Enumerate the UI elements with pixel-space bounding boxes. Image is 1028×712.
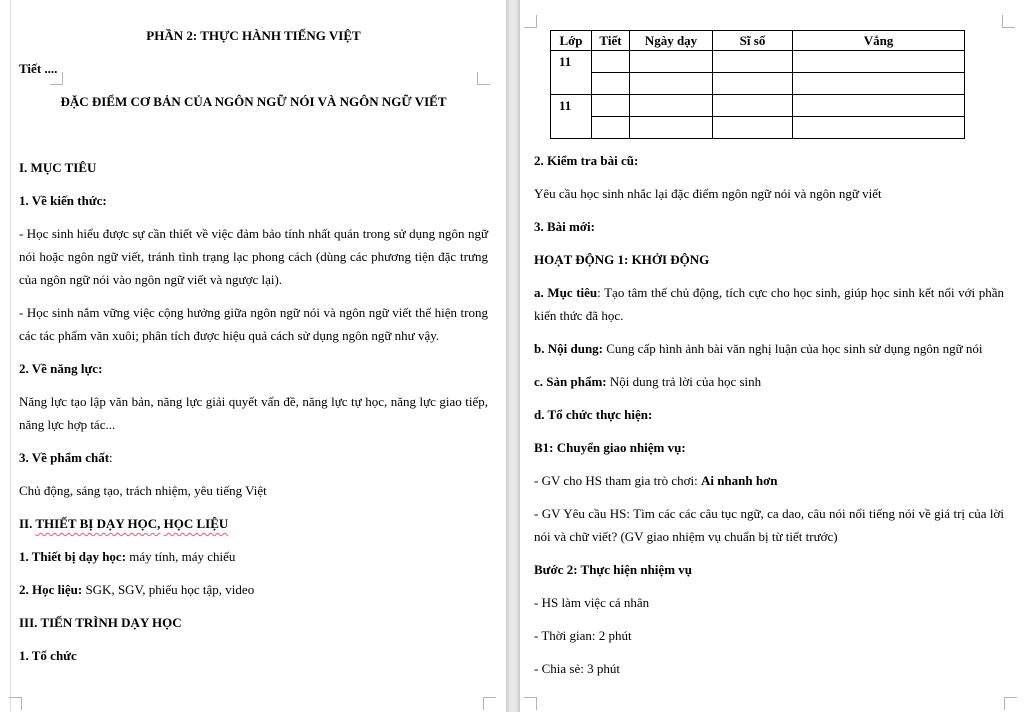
cell-empty <box>592 73 630 95</box>
paragraph-noi-dung <box>534 337 1004 360</box>
heading-to-chuc: 1. Tổ chức <box>19 648 77 663</box>
paragraph-chia-se: - Chia sẻ: 3 phút <box>534 661 620 676</box>
spellcheck-flagged-text: THIẾT BỊ DẠY HỌC, <box>35 516 161 531</box>
paragraph-nang-luc: Năng lực tạo lập văn bản, năng lực giải quyết vấn đề, năng lực tự học, năng lực giao tiếp, năng lực hợp tác... <box>19 394 488 432</box>
cell-empty <box>713 117 793 139</box>
cell-empty <box>713 73 793 95</box>
table-row <box>551 73 965 95</box>
game-name: Ai nhanh hơn <box>700 473 778 488</box>
value-noi-dung: Cung cấp hình ảnh bài văn nghị luận của học sinh sử dụng ngôn ngữ nói <box>603 341 983 356</box>
cell-empty <box>713 95 793 117</box>
cell-empty <box>793 95 965 117</box>
col-header-ngay-day: Ngày dạy <box>630 31 713 51</box>
value-muc-tieu: : Tạo tâm thế chủ động, tích cực cho học sinh, giúp học sinh kết nối với phần kiến thức đã học. <box>534 285 1004 323</box>
heading-bai-moi: 3. Bài mới: <box>534 219 596 234</box>
paragraph-kiem-tra: Yêu cầu học sinh nhắc lại đặc điểm ngôn ngữ nói và ngôn ngữ viết <box>534 186 882 201</box>
page-left[interactable] <box>10 0 506 712</box>
paragraph-tro-choi <box>534 469 1004 492</box>
table-row <box>551 51 965 73</box>
cell-empty <box>630 51 713 73</box>
heading-pham-chat-colon: : <box>109 450 113 465</box>
paragraph-yeu-cau: - GV Yêu cầu HS: Tìm các các câu tục ngữ, ca dao, câu nói nổi tiếng nói về giá trị của lời nói và chữ viết? (GV giao nhiệm vụ chuẩn bị từ tiết trước) <box>534 506 1004 544</box>
heading-buoc-2: Bước 2: Thực hiện nhiệm vụ <box>534 562 692 577</box>
heading-nang-luc: 2. Về năng lực: <box>19 361 103 376</box>
paragraph-muc-tieu <box>534 281 1004 327</box>
paragraph-san-pham <box>534 370 1004 393</box>
margin-crop-mark <box>524 697 537 710</box>
paragraph-hs-ca-nhan: - HS làm việc cá nhân <box>534 595 650 610</box>
cell-class-11-b: 11 <box>551 95 592 139</box>
heading-kiem-tra: 2. Kiểm tra bài cũ: <box>534 153 639 168</box>
col-header-si-so: Sĩ số <box>713 31 793 51</box>
cell-empty <box>630 73 713 95</box>
heading-b1: B1: Chuyển giao nhiệm vụ: <box>534 440 686 455</box>
cell-empty <box>630 117 713 139</box>
col-header-lop: Lớp <box>551 31 592 51</box>
spellcheck-flagged-text: HỌC LIỆU <box>163 516 229 531</box>
heading-hoat-dong-1: HOẠT ĐỘNG 1: KHỞI ĐỘNG <box>534 252 710 267</box>
paragraph-thiet-bi <box>19 545 488 568</box>
paragraph-thoi-gian: - Thời gian: 2 phút <box>534 628 632 643</box>
heading-pham-chat-bold: 3. Về phẩm chất <box>19 450 110 465</box>
page-gap-divider <box>506 0 520 712</box>
label-muc-tieu: a. Mục tiêu <box>534 285 598 300</box>
heading-tien-trinh: III. TIẾN TRÌNH DẠY HỌC <box>19 615 182 630</box>
margin-crop-mark <box>9 697 22 710</box>
heading-to-chuc-thuc-hien: d. Tổ chức thực hiện: <box>534 407 653 422</box>
margin-crop-mark <box>483 697 496 710</box>
part-heading: PHẦN 2: THỰC HÀNH TIẾNG VIỆT <box>146 28 361 43</box>
heading-pham-chat <box>19 446 488 469</box>
cell-empty <box>592 51 630 73</box>
heading-thiet-bi-day-hoc <box>19 512 488 535</box>
margin-crop-mark <box>477 72 490 85</box>
cell-empty <box>713 51 793 73</box>
col-header-tiet: Tiết <box>592 31 630 51</box>
paragraph-kien-thuc-1: - Học sinh hiểu được sự cần thiết về việc đảm bảo tính nhất quán trong sử dụng ngôn ngữ nói hoặc ngôn ngữ viết, tránh tình trạng lạc phong cách (dùng các phương tiện đặc trưng của ngôn ngữ nói vào ngôn ngữ viết và ngược lại). <box>19 226 488 287</box>
value-hoc-lieu: SGK, SGV, phiếu học tập, video <box>82 582 255 597</box>
label-san-pham: c. Sản phẩm: <box>534 374 607 389</box>
heading-kien-thuc: 1. Về kiến thức: <box>19 193 107 208</box>
label-thiet-bi: 1. Thiết bị dạy học: <box>19 549 127 564</box>
page-right[interactable] <box>520 0 1028 712</box>
cell-empty <box>592 117 630 139</box>
attendance-header-row <box>551 31 965 51</box>
value-san-pham: Nội dung trả lời của học sinh <box>606 374 762 389</box>
cell-empty <box>793 117 965 139</box>
paragraph-hoc-lieu <box>19 578 488 601</box>
table-row <box>551 95 965 117</box>
cell-empty <box>793 51 965 73</box>
paragraph-pham-chat: Chủ động, sáng tạo, trách nhiệm, yêu tiếng Việt <box>19 483 267 498</box>
label-hoc-lieu: 2. Học liệu: <box>19 582 83 597</box>
text-tro-choi: - GV cho HS tham gia trò chơi: <box>534 473 701 488</box>
margin-crop-mark <box>524 15 537 28</box>
heading-muc-tieu: I. MỤC TIÊU <box>19 160 97 175</box>
margin-crop-mark <box>1004 697 1017 710</box>
lesson-number-line: Tiết .... <box>19 61 58 76</box>
margin-crop-mark <box>1002 15 1015 28</box>
cell-empty <box>592 95 630 117</box>
margin-crop-mark <box>50 72 63 85</box>
main-title: ĐẶC ĐIỂM CƠ BẢN CỦA NGÔN NGỮ NÓI VÀ NGÔN NGỮ VIẾT <box>60 94 447 109</box>
table-row <box>551 117 965 139</box>
cell-empty <box>793 73 965 95</box>
paragraph-kien-thuc-2: - Học sinh nắm vững việc cộng hưởng giữa ngôn ngữ nói và ngôn ngữ viết thể hiện trong các tác phẩm văn xuôi; phân tích được hiệu quả cách sử dụng ngôn ngữ như vậy. <box>19 305 488 343</box>
col-header-vang: Vắng <box>793 31 965 51</box>
heading-thiet-bi-prefix: II. <box>19 516 36 531</box>
value-thiet-bi: máy tính, máy chiếu <box>126 549 236 564</box>
cell-class-11-a: 11 <box>551 51 592 95</box>
cell-empty <box>630 95 713 117</box>
attendance-table <box>550 30 965 139</box>
label-noi-dung: b. Nội dung: <box>534 341 603 356</box>
